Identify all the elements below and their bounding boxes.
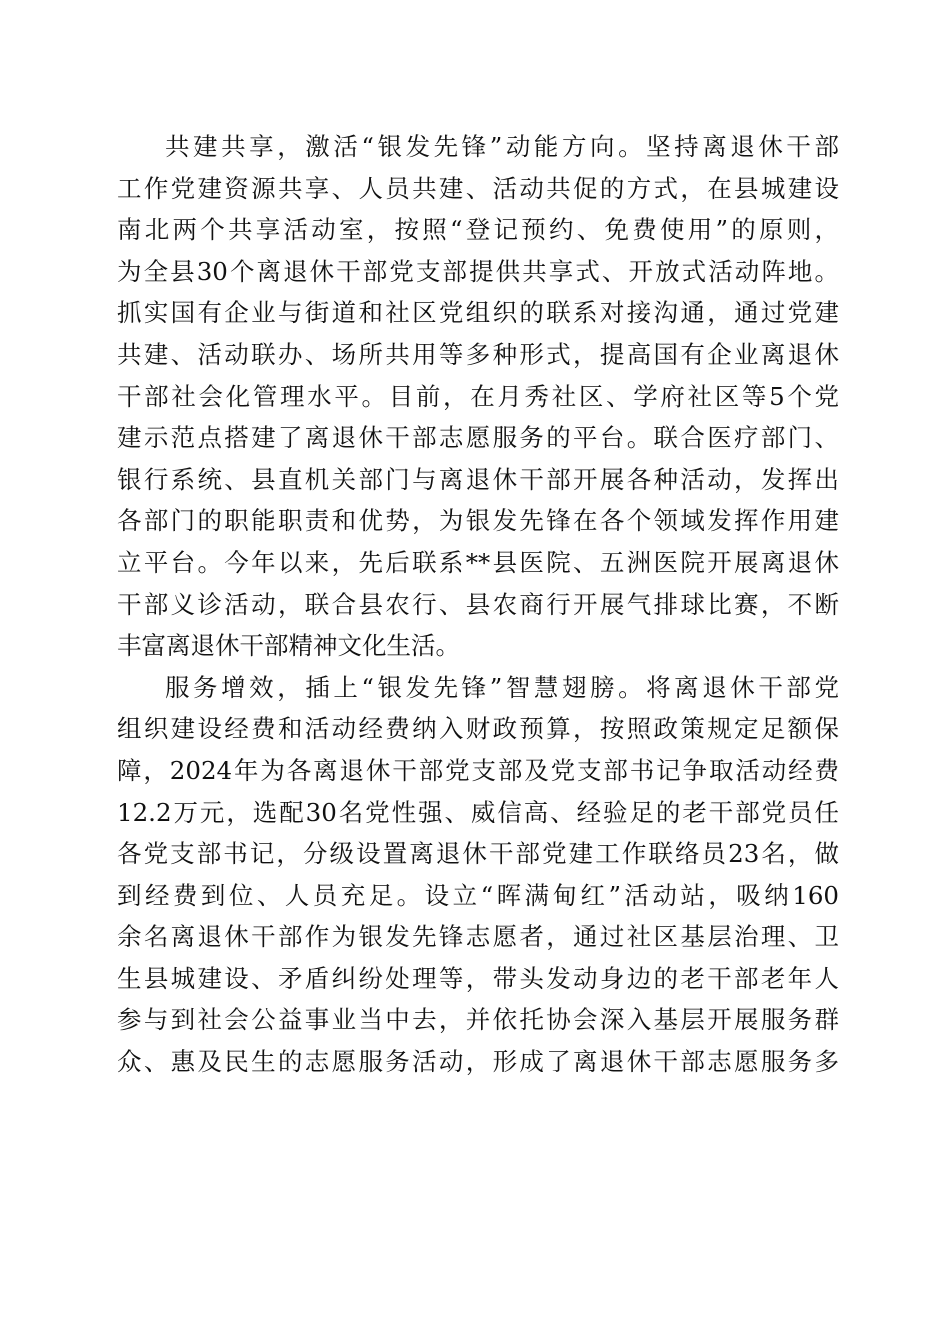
text-line: 众、惠及民生的志愿服务活动，形成了离退休干部志愿服务多 [117, 1047, 839, 1077]
text-line: 干部义诊活动，联合县农行、县农商行开展气排球比赛，不断 [117, 589, 839, 619]
text-line: 障，2024年为各离退休干部党支部及党支部书记争取活动经费 [117, 755, 839, 785]
text-line: 工作党建资源共享、人员共建、活动共促的方式，在县城建设 [117, 173, 839, 203]
text-line: 南北两个共享活动室，按照“登记预约、免费使用”的原则， [117, 215, 839, 245]
text-line: 生县城建设、矛盾纠纷处理等，带头发动身边的老干部老年人 [117, 963, 839, 993]
text-line: 到经费到位、人员充足。设立“晖满甸红”活动站，吸纳160 [117, 880, 839, 910]
text-line: 为全县30个离退休干部党支部提供共享式、开放式活动阵地。 [117, 256, 839, 286]
text-line: 各部门的职能职责和优势，为银发先锋在各个领域发挥作用建 [117, 506, 839, 536]
text-line: 共建共享，激活“银发先锋”动能方向。坚持离退休干部 [165, 132, 839, 161]
text-line: 共建、活动联办、场所共用等多种形式，提高国有企业离退休 [117, 339, 839, 369]
text-line: 建示范点搭建了离退休干部志愿服务的平台。联合医疗部门、 [117, 423, 839, 453]
text-line: 各党支部书记，分级设置离退休干部党建工作联络员23名，做 [117, 839, 839, 869]
text-line: 余名离退休干部作为银发先锋志愿者，通过社区基层治理、卫 [117, 922, 839, 952]
paragraph-shared-building [117, 126, 839, 667]
text-line: 组织建设经费和活动经费纳入财政预算，按照政策规定足额保 [117, 714, 839, 744]
text-line: 12.2万元，选配30名党性强、威信高、经验足的老干部党员任 [117, 797, 839, 827]
text-line: 丰富离退休干部精神文化生活。 [117, 631, 460, 661]
paragraph-service-efficiency [117, 667, 839, 1083]
text-line: 银行系统、县直机关部门与离退休干部开展各种活动，发挥出 [117, 464, 839, 494]
text-line: 参与到社会公益事业当中去，并依托协会深入基层开展服务群 [117, 1005, 839, 1035]
text-line: 干部社会化管理水平。目前，在月秀社区、学府社区等5个党 [117, 381, 839, 411]
text-line: 服务增效，插上“银发先锋”智慧翅膀。将离退休干部党 [165, 672, 839, 702]
text-line: 立平台。今年以来，先后联系**县医院、五洲医院开展离退休 [117, 547, 839, 577]
text-line: 抓实国有企业与街道和社区党组织的联系对接沟通，通过党建 [117, 298, 839, 328]
document-body [117, 126, 839, 1083]
